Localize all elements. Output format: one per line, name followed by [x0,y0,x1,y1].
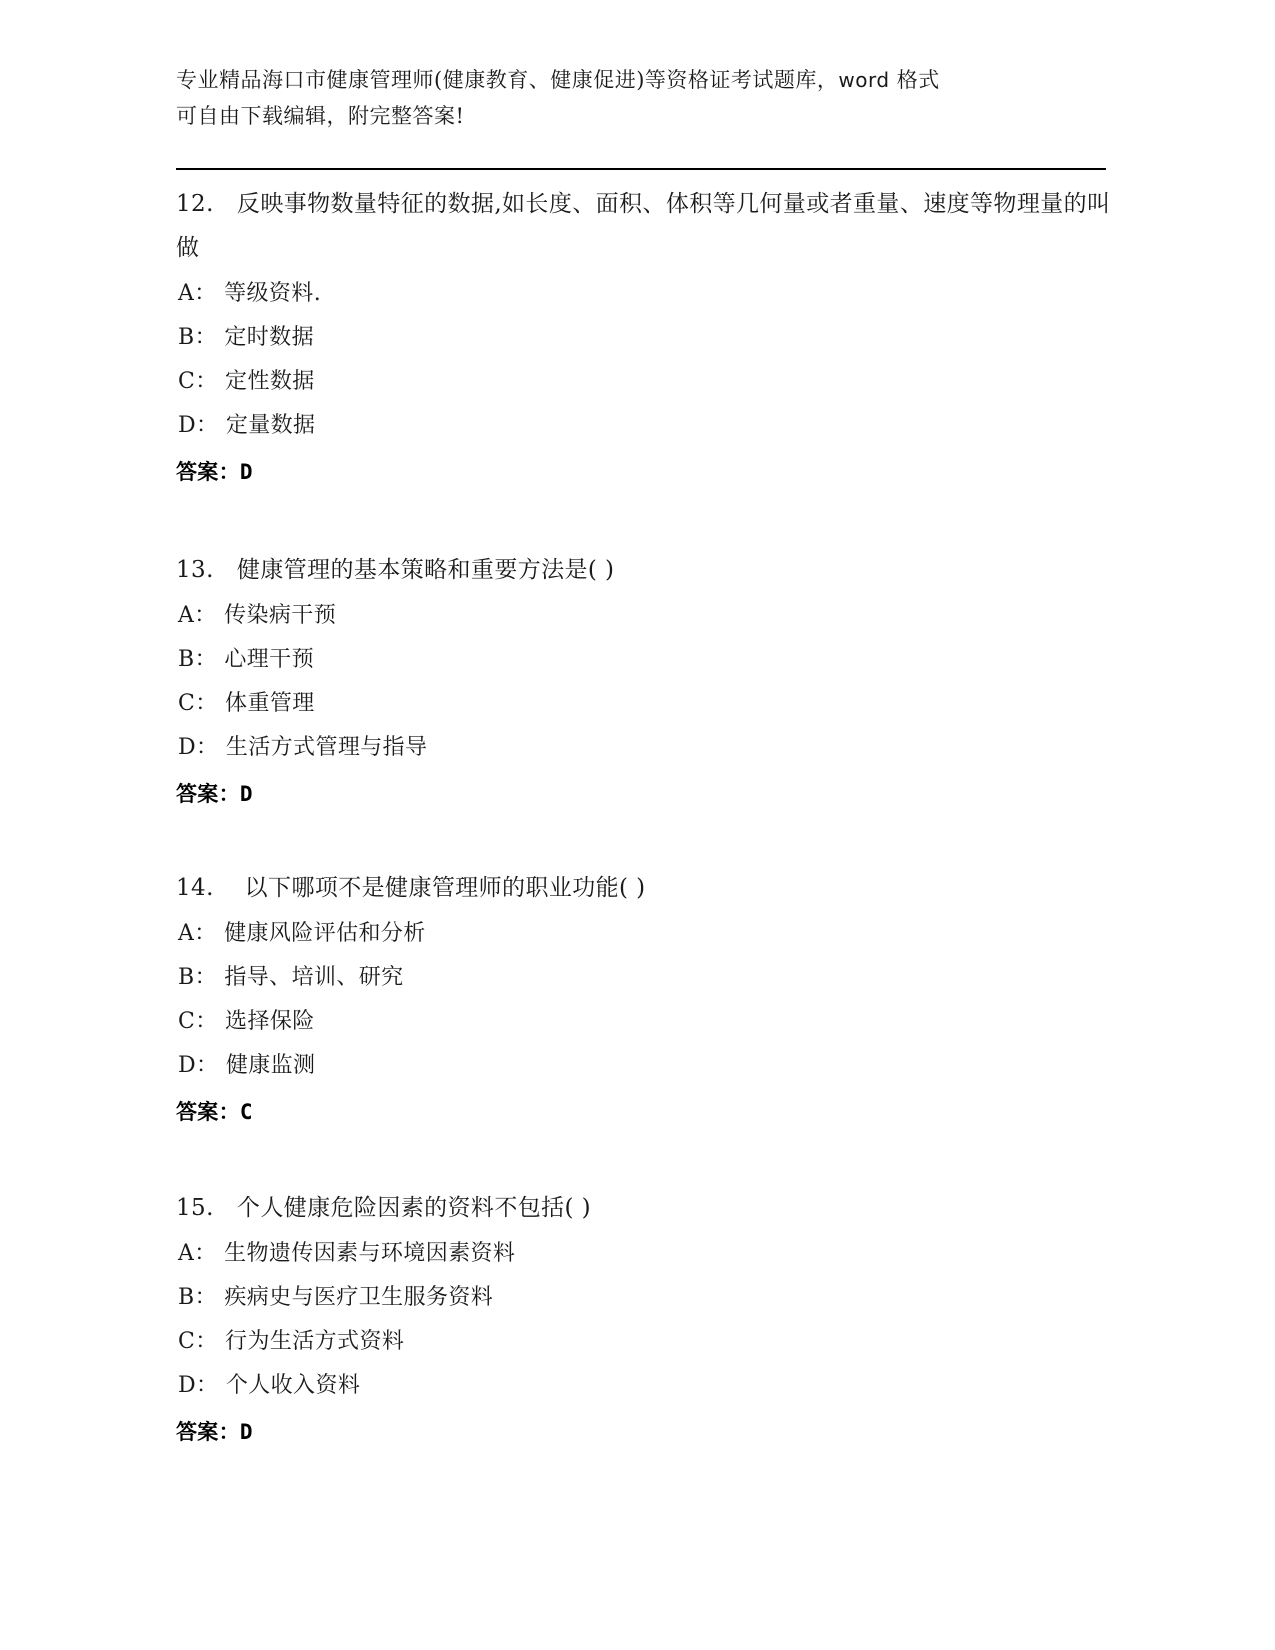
option-c [176,682,1116,726]
option-text: 个人收入资料 [225,1373,361,1398]
page-header [176,62,1106,134]
option-text: 生活方式管理与指导 [225,735,428,760]
option-label: A： [178,921,217,946]
option-d [176,1044,1116,1088]
question-number: 14. [176,875,214,901]
answer-label: 答案： [176,782,240,806]
option-label: A： [178,603,217,628]
option-a [176,594,1116,638]
option-label: B： [178,647,217,672]
header-divider [176,168,1106,170]
option-b [176,1276,1116,1320]
option-label: D： [178,1053,219,1078]
option-a [176,912,1116,956]
answer-label: 答案： [176,460,240,484]
option-text: 选择保险 [225,1009,315,1034]
answer-value: C [239,1100,253,1124]
question-stem [176,1186,1116,1230]
answer-line [176,450,1116,494]
question-stem [176,182,1116,270]
question-text: 反映事物数量特征的数据,如长度、面积、体积等几何量或者重量、速度等物理量的叫做 [176,191,1111,261]
option-d [176,1364,1116,1408]
question-number: 13. [176,557,214,583]
question-block [176,866,1116,1134]
option-c [176,1320,1116,1364]
option-text: 定量数据 [225,413,316,438]
option-text: 行为生活方式资料 [225,1329,405,1354]
option-label: C： [178,1329,218,1354]
answer-line [176,1410,1116,1454]
header-line1-latin: word [838,68,890,92]
option-text: 健康风险评估和分析 [224,921,426,946]
option-text: 定性数据 [225,369,315,394]
option-label: B： [178,325,217,350]
option-label: D： [178,413,219,438]
option-text: 心理干预 [224,647,314,672]
answer-value: D [239,782,253,806]
option-text: 定时数据 [224,325,314,350]
header-line1-pre: 专业精品海口市健康管理师(健康教育、健康促进)等资格证考试题库， [176,68,839,92]
option-d [176,726,1116,770]
option-label: C： [178,1009,218,1034]
option-c [176,1000,1116,1044]
header-line2: 可自由下载编辑，附完整答案! [176,104,465,128]
option-label: D： [178,1373,219,1398]
answer-line [176,1090,1116,1134]
option-text: 指导、培训、研究 [224,965,404,990]
question-text: 健康管理的基本策略和重要方法是( ) [236,557,615,583]
question-block [176,548,1116,816]
option-text: 体重管理 [225,691,315,716]
question-stem [176,866,1116,910]
option-a [176,272,1116,316]
option-label: B： [178,965,217,990]
answer-value: D [239,460,253,484]
option-label: C： [178,691,218,716]
option-c [176,360,1116,404]
question-number: 12. [176,191,214,217]
answer-label: 答案： [176,1420,240,1444]
option-label: C： [178,369,218,394]
questions-container [176,182,1116,1504]
option-text: 等级资料. [224,281,322,306]
answer-label: 答案： [176,1100,240,1124]
option-label: A： [178,1241,217,1266]
option-d [176,404,1116,448]
question-text: 个人健康危险因素的资料不包括( ) [236,1195,591,1221]
option-b [176,638,1116,682]
option-a [176,1232,1116,1276]
option-label: D： [178,735,219,760]
header-line1-post: 格式 [889,68,940,92]
question-block [176,1186,1116,1454]
question-text: 以下哪项不是健康管理师的职业功能( ) [244,875,646,901]
option-text: 疾病史与医疗卫生服务资料 [224,1285,494,1310]
answer-value: D [239,1420,253,1444]
option-label: B： [178,1285,217,1310]
answer-line [176,772,1116,816]
option-b [176,316,1116,360]
question-stem [176,548,1116,592]
option-label: A： [178,281,217,306]
option-text: 生物遗传因素与环境因素资料 [224,1241,516,1266]
question-number: 15. [176,1195,214,1221]
option-text: 传染病干预 [224,603,337,628]
option-b [176,956,1116,1000]
option-text: 健康监测 [225,1053,316,1078]
question-block [176,182,1116,494]
